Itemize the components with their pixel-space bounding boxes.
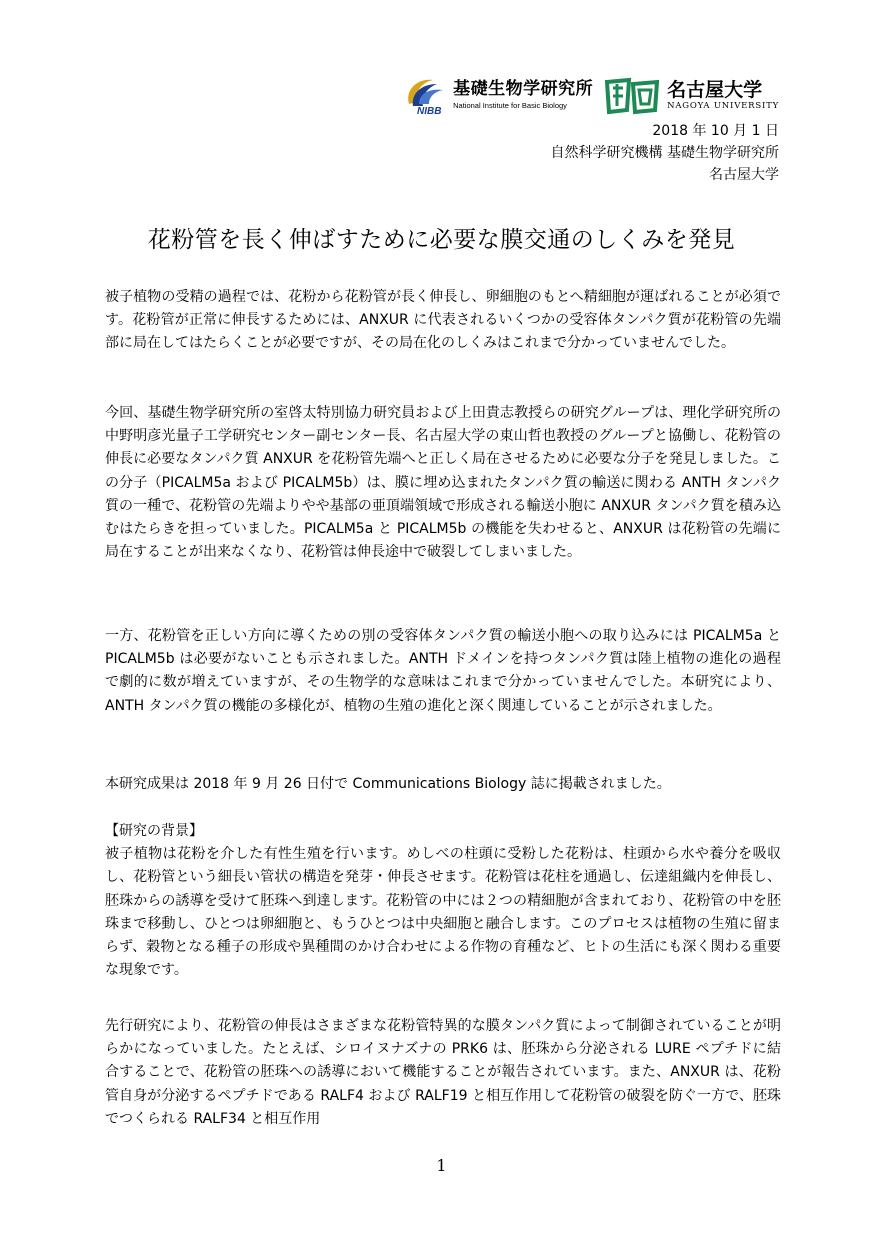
nagoya-logo <box>603 74 779 116</box>
nibb-name-en: National Institute for Basic Biology <box>453 101 567 110</box>
nibb-name-jp: 基礎生物学研究所 <box>453 79 594 99</box>
release-date: 2018 年 10 月 1 日 <box>652 123 779 139</box>
organization-2: 名古屋大学 <box>709 167 779 183</box>
paragraph: 一方、花粉管を正しい方向に導くための別の受容体タンパク質の輸送小胞への取り込みには PICALM5a と PICALM5b は必要がないことも示されました。ANTH ドメインを持つタンパク質は陸上植物の進化の過程で劇的に数が増えていますが、その生物学的な意味はこれまで分かっていませんでした。本研究により、ANTH タンパク質の機能の多様化が、植物の生殖の進化と深く関連していることが示されました。 <box>105 628 781 714</box>
nibb-logo-letters: NIBB <box>417 106 442 116</box>
organization-1: 自然科学研究機構 基礎生物学研究所 <box>550 145 779 161</box>
page-number: 1 <box>436 1156 447 1175</box>
nibb-logo <box>403 74 593 116</box>
nibb-swirl-icon <box>403 74 449 116</box>
background-paragraph-2 <box>105 1015 781 1131</box>
section-heading: 【研究の背景】 <box>105 823 203 839</box>
document-title: 花粉管を長く伸ばすために必要な膜交通のしくみを発見 <box>147 227 736 253</box>
paragraph: 今回、基礎生物学研究所の室啓太特別協力研究員および上田貴志教授らの研究グループは、理化学研究所の中野明彦光量子工学研究センター副センター長、名古屋大学の東山哲也教授のグループと協働し、花粉管の伸長に必要なタンパク質 ANXUR を花粉管先端へと正しく局在させるために必要な分子を発見しました。この分子（PICALM5a および PICALM5b）は、膜に埋め込まれたタンパク質の輸送に関わる ANTH タンパク質の一種で、花粉管の先端よりやや基部の亜頂端領域で形成される輸送小胞に ANXUR タンパク質を積み込むはたらきを担っていました。PICALM5a と PICALM5b の機能を失わせると、ANXUR は花粉管の先端に局在することが出来なくなり、花粉管は伸長途中で破裂してしまいました。 <box>105 405 781 561</box>
nagoya-name-en: NAGOYA UNIVERSITY <box>667 101 779 111</box>
intro-paragraph-3 <box>105 625 781 718</box>
background-section <box>105 820 781 982</box>
intro-paragraph-2 <box>105 402 781 564</box>
nagoya-name-jp: 名古屋大学 <box>667 79 763 101</box>
nagoya-symbol-icon <box>603 74 661 116</box>
paragraph: 被子植物の受精の過程では、花粉から花粉管が長く伸長し、卵細胞のもとへ精細胞が運ばれることが必須です。花粉管が正常に伸長するためには、ANXUR に代表されるいくつかの受容体タンパク質が花粉管の先端部に局在してはたらくことが必要ですが、その局在化のしくみはこれまで分かっていませんでした。 <box>105 289 781 352</box>
paragraph: 被子植物は花粉を介した有性生殖を行います。めしべの柱頭に受粉した花粉は、柱頭から水や養分を吸収し、花粉管という細長い管状の構造を発芽・伸長させます。花粉管は花柱を通過し、伝達組織内を伸長し、胚珠からの誘導を受けて胚珠へ到達します。花粉管の中には２つの精細胞が含まれており、花粉管の中を胚珠まで移動し、ひとつは卵細胞と、もうひとつは中央細胞と融合します。このプロセスは植物の生殖に留まらず、穀物となる種子の形成や異種間のかけ合わせによる作物の育種など、ヒトの生活にも深く関わる重要な現象です。 <box>105 846 781 979</box>
intro-paragraph-4 <box>105 773 781 796</box>
release-meta <box>551 120 779 186</box>
paragraph: 先行研究により、花粉管の伸長はさまざまな花粉管特異的な膜タンパク質によって制御されていることが明らかになっていました。たとえば、シロイヌナズナの PRK6 は、胚珠から分泌される LURE ペプチドに結合することで、花粉管の胚珠への誘導において機能することが報告されています。また、ANXUR は、花粉管自身が分泌するペプチドである RALF4 および RALF19 と相互作用して花粉管の破裂を防ぐ一方で、胚珠でつくられる RALF34 と相互作用 <box>105 1018 781 1127</box>
intro-paragraph-1 <box>105 286 781 356</box>
header-logos <box>403 72 779 118</box>
paragraph: 本研究成果は 2018 年 9 月 26 日付で Communications Biology 誌に掲載されました。 <box>105 776 671 792</box>
